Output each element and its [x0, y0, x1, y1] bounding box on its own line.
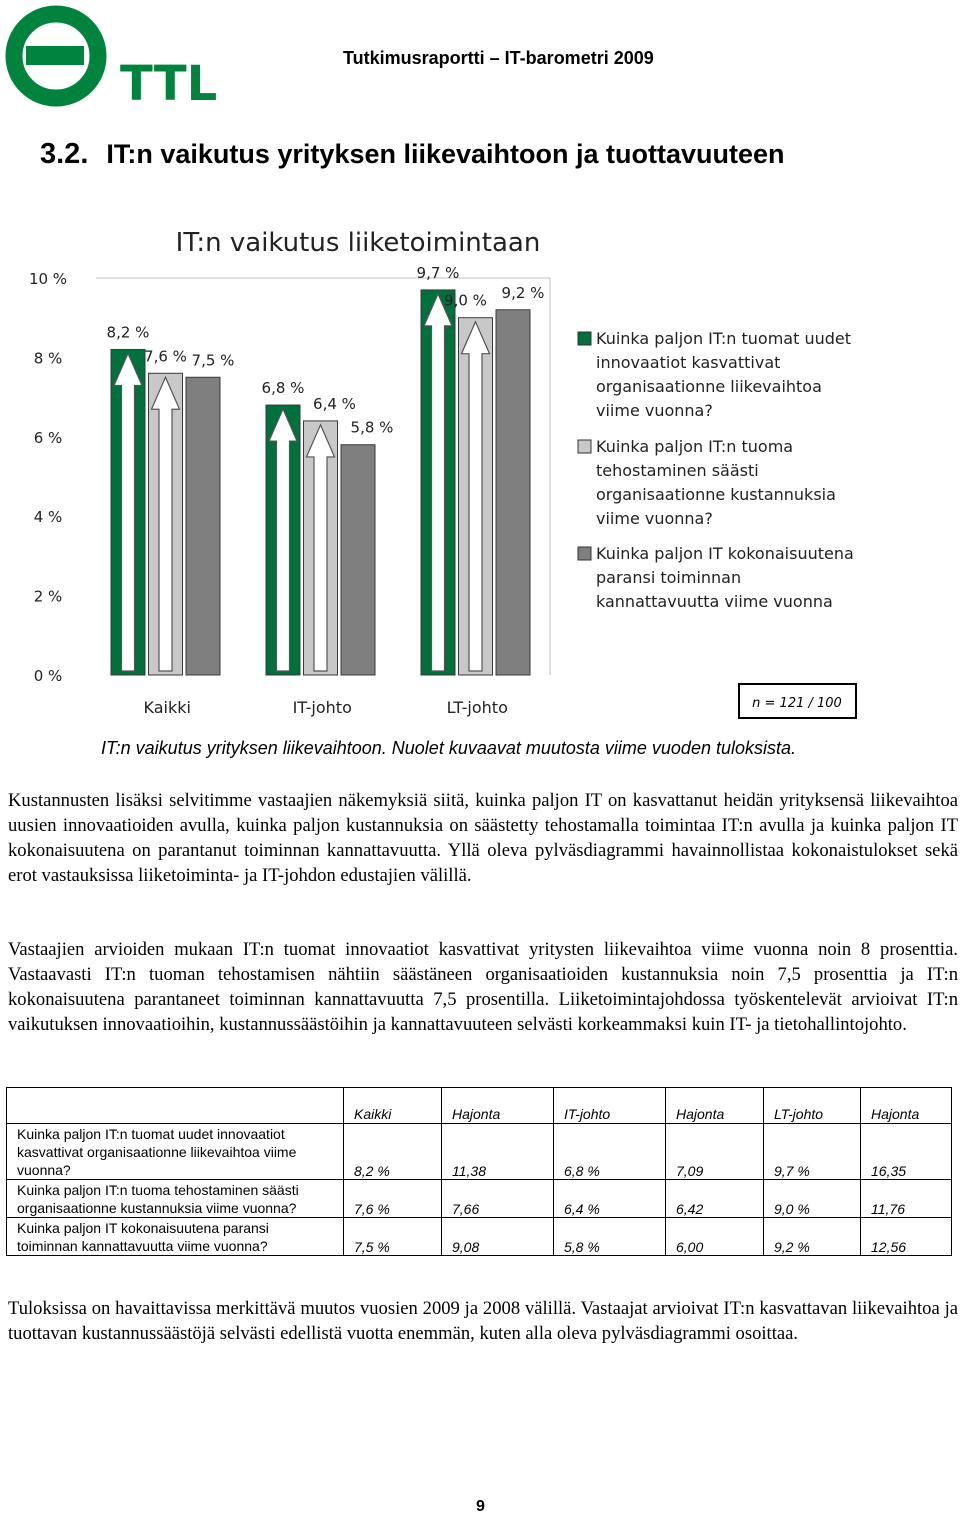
bar: [186, 377, 220, 675]
table-cell: 9,0 %: [764, 1180, 861, 1218]
logo-bar: [26, 46, 84, 65]
bar: [496, 310, 530, 675]
ttl-logo: [2, 4, 222, 108]
y-tick-label: 2 %: [33, 587, 63, 606]
sample-size-note: n = 121 / 100: [752, 696, 842, 711]
data-label: 7,5 %: [191, 351, 235, 370]
y-tick-label: 4 %: [33, 508, 63, 527]
impact-bar-chart: [0, 215, 960, 730]
section-title: IT:n vaikutus yrityksen liikevaihtoon ja tuottavuuteen: [106, 139, 785, 169]
bar: [341, 445, 375, 675]
data-label: 6,4 %: [313, 394, 356, 413]
table-header-cell: LT-johto: [764, 1088, 861, 1124]
paragraph-change: Tuloksissa on havaittavissa merkittävä muutos vuosien 2009 ja 2008 välillä. Vastaajat arvioivat IT:n kasvattavan liikevaihtoa ja tuottavan kustannussäästöjä selvästi edellistä vuotta enemmän, kuten alla oleva pylväsdiagrammi osoittaa.: [8, 1298, 958, 1344]
chart-legend: [578, 329, 854, 611]
data-label: 6,8 %: [261, 379, 305, 398]
x-category-label: Kaikki: [143, 698, 191, 717]
table-cell: 6,8 %: [554, 1124, 666, 1180]
table-cell: 8,2 %: [344, 1124, 442, 1180]
table-cell: 9,7 %: [764, 1124, 861, 1180]
data-label: 9,0 %: [444, 291, 487, 310]
data-label: 5,8 %: [350, 418, 394, 437]
chart-caption: IT:n vaikutus yrityksen liikevaihtoon. Nuolet kuvaavat muutosta viime vuoden tuloksista.: [101, 738, 796, 758]
table-header-cell: IT-johto: [554, 1088, 666, 1124]
table-cell: 11,76: [861, 1180, 952, 1218]
y-tick-label: 8 %: [33, 349, 63, 368]
table-cell: 7,66: [442, 1180, 554, 1218]
data-label: 8,2 %: [106, 323, 150, 342]
table-header-cell: Kaikki: [344, 1088, 442, 1124]
x-axis-categories: [144, 698, 508, 717]
table-cell: 11,38: [442, 1124, 554, 1180]
paragraph-intro: Kustannusten lisäksi selvitimme vastaajien näkemyksiä siitä, kuinka paljon IT on kasvattanut heidän yrityksensä liikevaihtoa uusien innovaatioiden avulla, kuinka paljon kustannuksia on säästetty tehostamalla toimintaa IT:n avulla ja kuinka paljon IT kokonaisuutena on parantanut toiminnan kannattavuutta. Yllä oleva pylväsdiagrammi havainnollistaa kokonaistulokset sekä erot vastauksissa liiketoiminta- ja IT-johdon edustajien välillä.: [8, 790, 958, 886]
section-number: 3.2.: [40, 138, 89, 170]
legend-entry: Kuinka paljon IT:n tuomat uudet innovaatiot kasvattivat organisaationne liikevaihtoa viime vuonna?: [596, 329, 852, 420]
table-question-cell: Kuinka paljon IT:n tuoma tehostaminen säästi organisaationne kustannuksia viime vuonna?: [7, 1180, 344, 1218]
table-header-cell: Hajonta: [442, 1088, 554, 1124]
y-tick-label: 6 %: [33, 428, 63, 447]
table-cell: 9,2 %: [764, 1218, 861, 1256]
table-cell: 12,56: [861, 1218, 952, 1256]
table-cell: 6,42: [666, 1180, 764, 1218]
page-number: 9: [476, 1498, 485, 1515]
legend-swatch: [578, 547, 591, 560]
legend-entry: Kuinka paljon IT kokonaisuutena paransi toiminnan kannattavuutta viime vuonna: [596, 544, 854, 611]
table-header-cell: Hajonta: [666, 1088, 764, 1124]
y-tick-label: 0 %: [33, 667, 63, 685]
y-axis-ticks: [29, 270, 67, 685]
table-cell: 6,4 %: [554, 1180, 666, 1218]
paragraph-results: Vastaajien arvioiden mukaan IT:n tuomat innovaatiot kasvattivat yritysten liikevaihtoa viime vuonna noin 8 prosenttia. Vastaavasti IT:n tuoman tehostamisen nähtiin säästäneen organisaatioiden kustannuksia noin 7,5 prosenttia ja IT:n kokonaisuutena parantaneet toiminnan kannattavuutta 7,5 prosentilla. Liiketoimintajohdossa työskentelevät arvioivat IT:n vaikutuksen innovaatioihin, kustannussäästöihin ja kannattavuuteen selvästi korkeammaksi kuin IT- ja tietohallintojohto.: [8, 939, 958, 1035]
chart-title: IT:n vaikutus liiketoimintaan: [175, 228, 541, 258]
table-cell: 9,08: [442, 1218, 554, 1256]
results-table: [6, 1087, 952, 1256]
table-cell: 5,8 %: [554, 1218, 666, 1256]
x-category-label: LT-johto: [446, 698, 508, 717]
legend-entry: Kuinka paljon IT:n tuoma tehostaminen säästi organisaationne kustannuksia viime vuonna?: [596, 437, 836, 528]
data-label: 7,6 %: [144, 347, 187, 366]
table-header-cell: Hajonta: [861, 1088, 952, 1124]
legend-swatch: [578, 440, 591, 453]
x-category-label: IT-johto: [292, 698, 352, 717]
table-header-cell: [7, 1088, 344, 1124]
table-question-cell: Kuinka paljon IT kokonaisuutena paransi toiminnan kannattavuutta viime vuonna?: [7, 1218, 344, 1256]
table-row: [7, 1180, 952, 1218]
table-cell: 16,35: [861, 1124, 952, 1180]
legend-swatch: [578, 332, 591, 345]
logo-text: TTL: [120, 56, 218, 108]
table-cell: 7,6 %: [344, 1180, 442, 1218]
data-label: 9,2 %: [501, 283, 545, 302]
table-row: [7, 1124, 952, 1180]
y-tick-label: 10 %: [28, 270, 68, 288]
table-cell: 6,00: [666, 1218, 764, 1256]
data-label: 9,7 %: [416, 263, 460, 282]
report-title: Tutkimusraportti – IT-barometri 2009: [343, 48, 654, 68]
table-cell: 7,09: [666, 1124, 764, 1180]
table-header-row: [7, 1088, 952, 1124]
section-heading: [40, 138, 785, 171]
table-row: [7, 1218, 952, 1256]
table-cell: 7,5 %: [344, 1218, 442, 1256]
table-question-cell: Kuinka paljon IT:n tuomat uudet innovaatiot kasvattivat organisaationne liikevaihtoa viime vuonna?: [7, 1124, 344, 1180]
